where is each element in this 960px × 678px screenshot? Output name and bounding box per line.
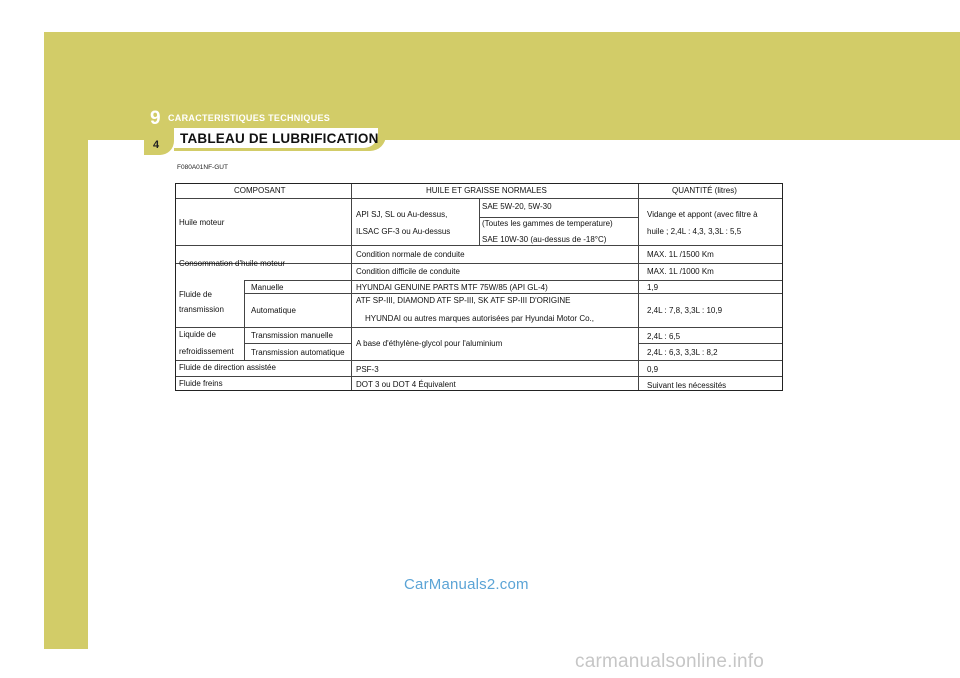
- subcomponent-divider: [244, 280, 245, 360]
- row-divider: [176, 327, 782, 328]
- transmission-auto-spec: HYUNDAI ou autres marques autorisées par Hyundai Motor Co.,: [365, 314, 594, 323]
- coolant-label: refroidissement: [179, 347, 234, 356]
- oil-consumption-label: Consommation d'huile moteur: [179, 259, 286, 268]
- oil-consumption-normal: Condition normale de conduite: [356, 250, 465, 259]
- page-number: 4: [153, 139, 160, 151]
- coolant-auto-label: Transmission automatique: [251, 348, 345, 357]
- oil-consumption-normal-qty: MAX. 1L /1500 Km: [647, 250, 714, 259]
- transmission-auto-label: Automatique: [251, 306, 296, 315]
- brake-fluid-spec: DOT 3 ou DOT 4 Équivalent: [356, 380, 456, 389]
- row-divider: [638, 343, 782, 344]
- section-title: TABLEAU DE LUBRIFICATION: [180, 131, 379, 146]
- power-steering-spec: PSF-3: [356, 365, 379, 374]
- footer-watermark: carmanualsonline.info: [575, 651, 765, 672]
- transmission-manual-label: Manuelle: [251, 283, 284, 292]
- brake-fluid-label: Fluide freins: [179, 379, 223, 388]
- power-steering-label: Fluide de direction assistée: [179, 363, 276, 372]
- chapter-title: CARACTERISTIQUES TECHNIQUES: [168, 113, 331, 123]
- grade-column-divider: [479, 198, 480, 245]
- engine-oil-spec: ILSAC GF-3 ou Au-dessus: [356, 227, 451, 236]
- row-divider: [351, 280, 782, 281]
- engine-oil-grade: SAE 10W-30 (au-dessus de -18°C): [482, 235, 607, 244]
- row-divider: [176, 245, 782, 246]
- reference-code: F080A01NF-GUT: [177, 164, 228, 171]
- transmission-fluid-label: Fluide de: [179, 290, 212, 299]
- row-divider: [176, 376, 782, 377]
- oil-consumption-difficult: Condition difficile de conduite: [356, 267, 460, 276]
- coolant-manual-qty: 2,4L : 6,5: [647, 332, 681, 341]
- transmission-fluid-label: transmission: [179, 305, 224, 314]
- watermark-link[interactable]: CarManuals2.com: [404, 576, 529, 593]
- lubrication-table: [175, 183, 783, 391]
- engine-oil-label: Huile moteur: [179, 218, 225, 227]
- header-oil: HUILE ET GRAISSE NORMALES: [426, 186, 547, 195]
- engine-oil-grade-note: (Toutes les gammes de temperature): [482, 219, 613, 228]
- header-component: COMPOSANT: [234, 186, 286, 195]
- engine-oil-spec: API SJ, SL ou Au-dessus,: [356, 210, 448, 219]
- row-divider: [244, 293, 782, 294]
- row-divider: [244, 343, 351, 344]
- engine-oil-quantity: Vidange et appont (avec filtre à: [647, 210, 758, 219]
- oil-consumption-difficult-qty: MAX. 1L /1000 Km: [647, 267, 714, 276]
- row-divider: [176, 360, 782, 361]
- coolant-auto-qty: 2,4L : 6,3, 3,3L : 8,2: [647, 348, 718, 357]
- engine-oil-grade: SAE 5W-20, 5W-30: [482, 202, 552, 211]
- transmission-manual-qty: 1,9: [647, 283, 659, 292]
- transmission-auto-spec: ATF SP-III, DIAMOND ATF SP-III, SK ATF SP-III D'ORIGINE: [356, 296, 571, 305]
- header-quantity: QUANTITÉ (litres): [672, 186, 737, 195]
- column-divider: [351, 184, 352, 390]
- transmission-manual-spec: HYUNDAI GENUINE PARTS MTF 75W/85 (API GL-4): [356, 283, 548, 292]
- grade-divider: [479, 217, 639, 218]
- engine-oil-quantity: huile ; 2,4L : 4,3, 3,3L : 5,5: [647, 227, 742, 236]
- transmission-auto-qty: 2,4L : 7,8, 3,3L : 10,9: [647, 306, 723, 315]
- coolant-label: Liquide de: [179, 330, 216, 339]
- column-divider: [638, 184, 639, 390]
- power-steering-qty: 0,9: [647, 365, 659, 374]
- brake-fluid-qty: Suivant les nécessités: [647, 381, 727, 390]
- coolant-manual-label: Transmission manuelle: [251, 331, 333, 340]
- coolant-spec: A base d'éthylène-glycol pour l'aluminium: [356, 339, 503, 348]
- chapter-number: 9: [150, 108, 161, 129]
